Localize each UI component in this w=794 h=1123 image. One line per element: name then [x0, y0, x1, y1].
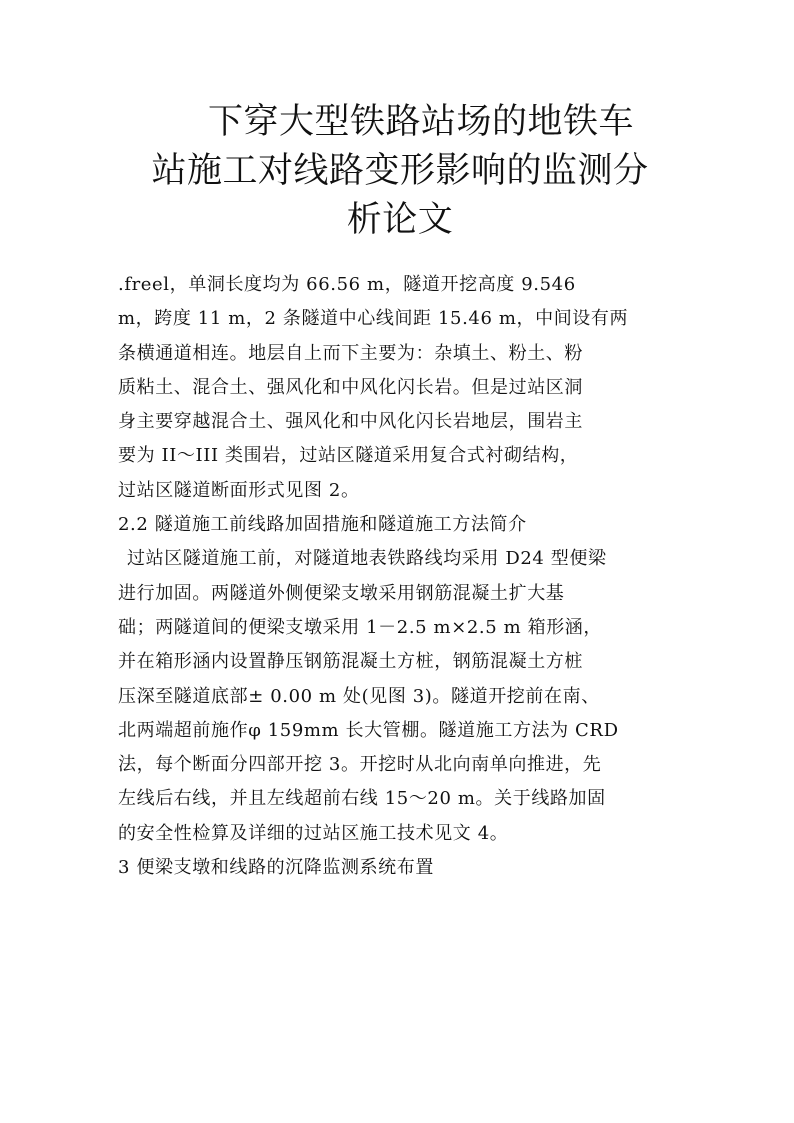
body-line: 过站区隧道断面形式见图 2。 [118, 479, 360, 501]
body-line: 础；两隧道间的便梁支墩采用 1－2.5 m×2.5 m 箱形涵， [118, 616, 603, 638]
body-line: 北两端超前施作φ 159mm 长大管棚。隧道施工方法为 CRD [118, 719, 619, 741]
title-line-1: 下穿大型铁路站场的地铁车 [207, 102, 634, 142]
section-heading: 3 便梁支墩和线路的沉降监测系统布置 [118, 857, 434, 879]
body-line: .freel，单洞长度均为 66.56 m，隧道开挖高度 9.546 [118, 274, 576, 295]
title-line-2: 站施工对线路变形影响的监测分 [151, 151, 649, 191]
body-line: 并在箱形涵内设置静压钢筋混凝土方桩，钢筋混凝土方桩 [118, 651, 583, 673]
body-line: 条横通道相连。地层自上而下主要为：杂填土、粉土、粉 [118, 342, 583, 364]
section-heading: 2.2 隧道施工前线路加固措施和隧道施工方法简介 [118, 514, 527, 536]
body-line: m，跨度 11 m，2 条隧道中心线间距 15.46 m，中间设有两 [118, 308, 629, 330]
title-line-3: 析论文 [346, 200, 454, 240]
body-line: 要为 II～III 类围岩，过站区隧道采用复合式衬砌结构， [118, 445, 579, 467]
body-line: 身主要穿越混合土、强风化和中风化闪长岩地层，围岩主 [118, 411, 583, 433]
document-body [118, 268, 684, 885]
body-line: 的安全性检算及详细的过站区施工技术见文 4。 [118, 822, 509, 844]
body-line: 左线后右线，并且左线超前右线 15～20 m。关于线路加固 [118, 788, 606, 810]
document-title [120, 98, 680, 245]
body-line: 压深至隧道底部± 0.00 m 处(见图 3)。隧道开挖前在南、 [118, 685, 600, 707]
body-line: 进行加固。两隧道外侧便梁支墩采用钢筋混凝土扩大基 [118, 582, 565, 604]
body-line: 过站区隧道施工前，对隧道地表铁路线均采用 D24 型便梁 [127, 548, 607, 570]
body-line: 法，每个断面分四部开挖 3。开挖时从北向南单向推进，先 [118, 754, 602, 776]
body-line: 质粘土、混合土、强风化和中风化闪长岩。但是过站区洞 [118, 376, 583, 398]
